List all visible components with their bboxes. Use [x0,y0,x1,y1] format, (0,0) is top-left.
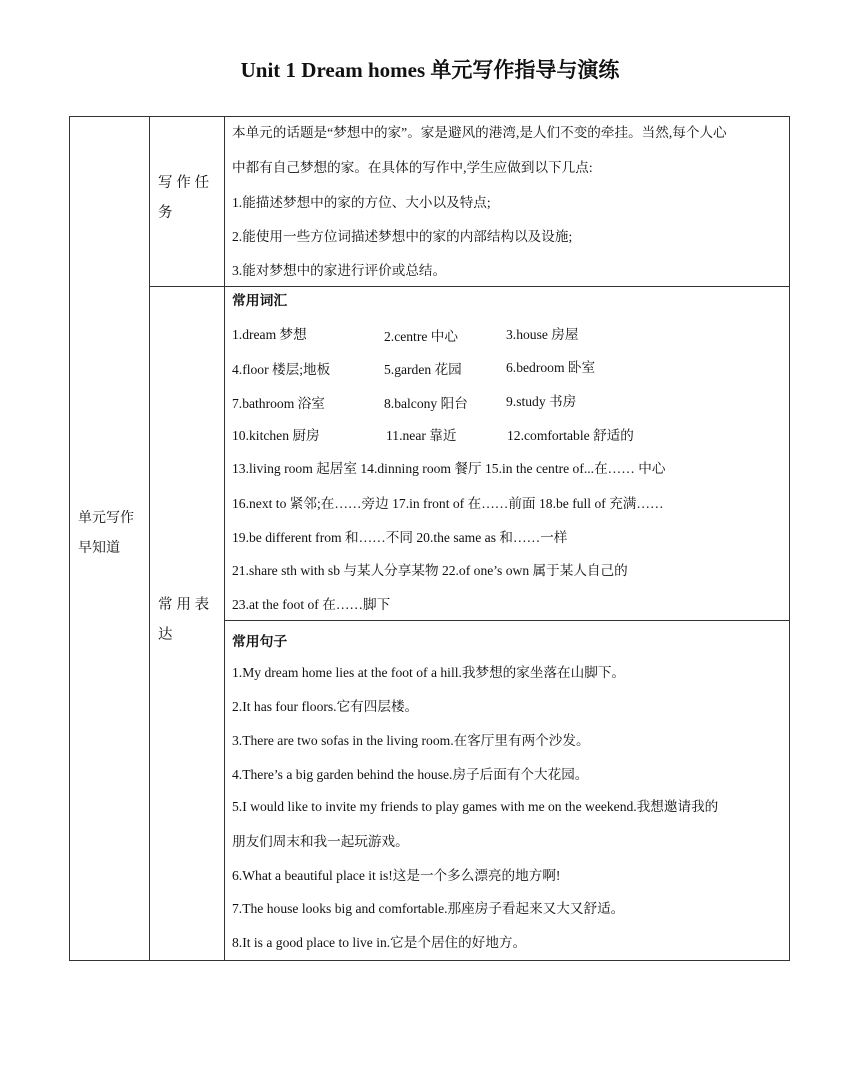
column-divider [224,116,225,961]
vocab-item: 11.near 靠近 [386,428,457,443]
sentence-line: 5.I would like to invite my friends to play games with me on the weekend.我想邀请我的 [232,799,719,814]
expression-label: 常 用 表 达 [158,597,210,643]
sentence-line: 1.My dream home lies at the foot of a hill.我梦想的家坐落在山脚下。 [232,665,626,680]
page-title: Unit 1 Dream homes 单元写作指导与演练 [240,58,620,82]
vocab-line: 19.be different from 和……不同 20.the same as 和……一样 [232,530,568,545]
vocab-item: 10.kitchen 厨房 [232,428,320,443]
task-line: 中都有自己梦想的家。在具体的写作中,学生应做到以下几点: [232,160,593,175]
row-divider [149,286,790,287]
sentence-heading: 常用句子 [232,634,288,650]
task-line: 2.能使用一些方位词描述梦想中的家的内部结构以及设施; [232,229,573,244]
sentence-line: 4.There’s a big garden behind the house.房子后面有个大花园。 [232,767,589,782]
task-line: 3.能对梦想中的家进行评价或总结。 [232,263,447,278]
sentence-line: 6.What a beautiful place it is!这是一个多么漂亮的地方啊! [232,868,561,883]
vocab-item: 12.comfortable 舒适的 [507,428,634,443]
vocab-line: 21.share sth with sb 与某人分享某物 22.of one’s own 属于某人自己的 [232,563,628,578]
sentence-line: 2.It has four floors.它有四层楼。 [232,699,419,714]
task-label: 写 作 任 务 [158,175,210,221]
vocab-item: 6.bedroom 卧室 [506,360,596,375]
vocab-item: 9.study 书房 [506,394,577,409]
vocab-heading: 常用词汇 [232,293,288,309]
task-line: 本单元的话题是“梦想中的家”。家是避风的港湾,是人们不变的牵挂。当然,每个人心 [232,125,727,140]
sentence-line: 7.The house looks big and comfortable.那座房子看起来又大又舒适。 [232,901,625,916]
task-line: 1.能描述梦想中的家的方位、大小以及特点; [232,195,491,210]
row-divider [224,620,790,621]
sentence-line: 8.It is a good place to live in.它是个居住的好地方。 [232,935,527,950]
sentence-line: 朋友们周末和我一起玩游戏。 [232,834,409,849]
section-label: 单元写作早知道 [78,511,134,556]
column-divider [149,116,150,961]
vocab-line: 23.at the foot of 在……脚下 [232,597,391,612]
vocab-item: 4.floor 楼层;地板 [232,362,331,377]
vocab-item: 3.house 房屋 [506,327,579,342]
vocab-line: 16.next to 紧邻;在……旁边 17.in front of 在……前面 18.be full of 充满…… [232,496,664,511]
vocab-item: 2.centre 中心 [384,329,458,344]
vocab-item: 5.garden 花园 [384,362,462,377]
sentence-line: 3.There are two sofas in the living room.在客厅里有两个沙发。 [232,733,590,748]
vocab-item: 7.bathroom 浴室 [232,396,325,411]
vocab-line: 13.living room 起居室 14.dinning room 餐厅 15.in the centre of...在…… 中心 [232,461,666,476]
vocab-item: 1.dream 梦想 [232,327,307,342]
vocab-item: 8.balcony 阳台 [384,396,468,411]
